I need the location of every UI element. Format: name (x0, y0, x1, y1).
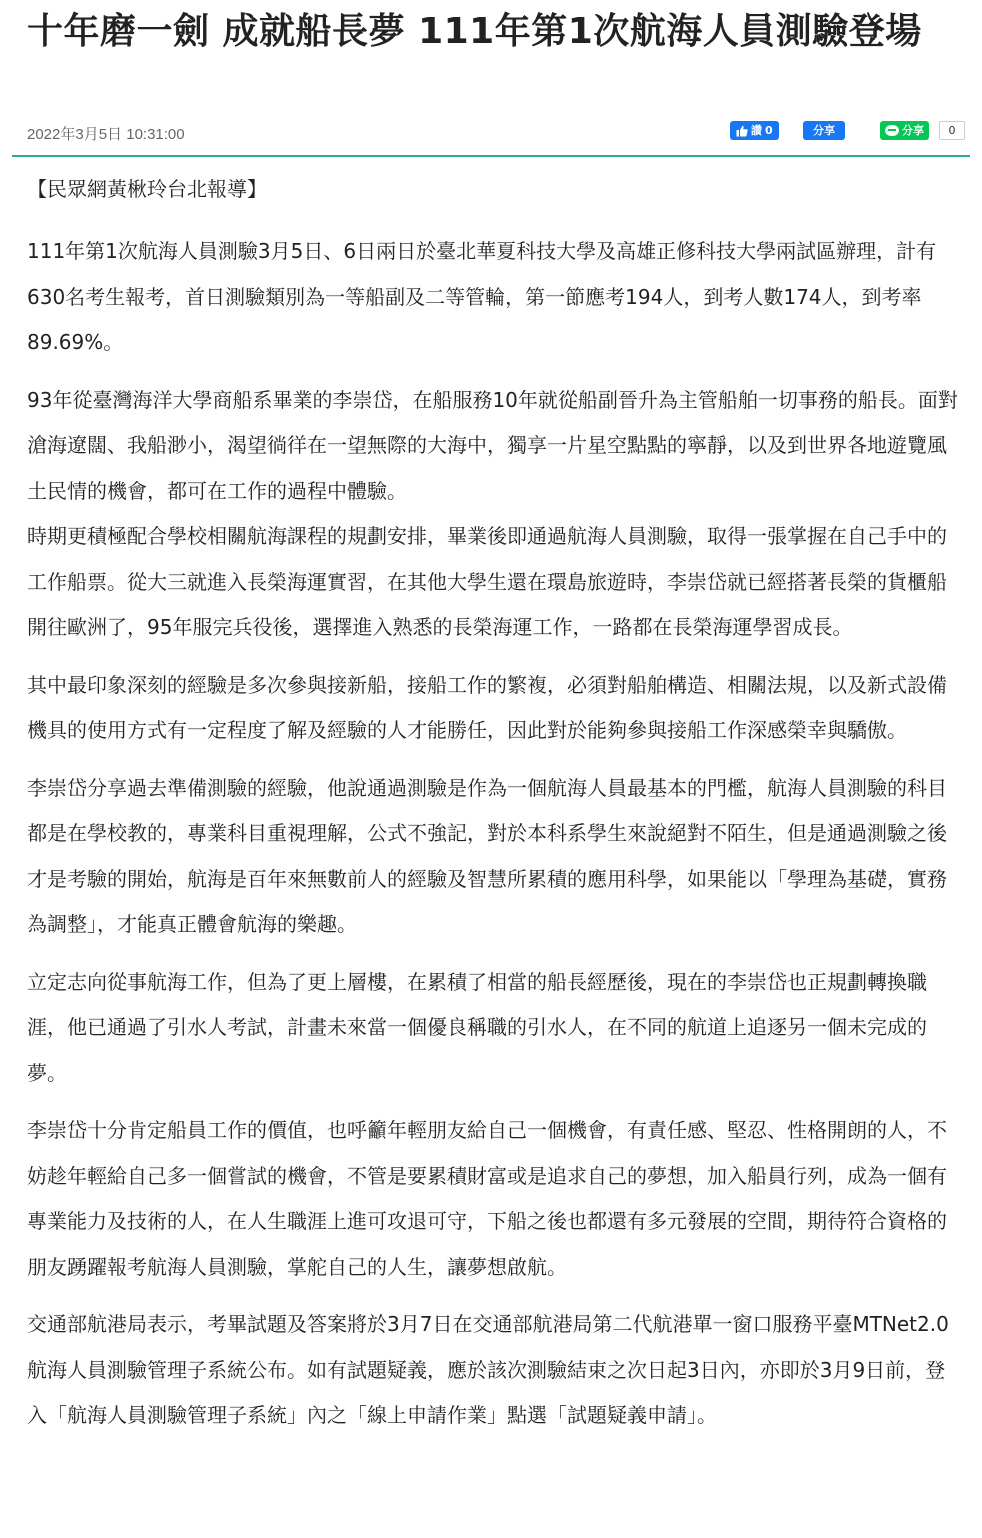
title-divider (12, 155, 970, 157)
thumbs-up-icon (736, 125, 748, 137)
article-paragraph: 立定志向從事航海工作，但為了更上層樓，在累積了相當的船長經歷後，現在的李崇岱也正規劃轉換職涯，他已通過了引水人考試，計畫未來當一個優良稱職的引水人，在不同的航道上追逐另一個未完成的夢。 (27, 969, 927, 1085)
article-meta (27, 120, 967, 146)
article-paragraph: 111年第1次航海人員測驗3月5日、6日兩日於臺北華夏科技大學及高雄正修科技大學兩試區辦理，計有630名考生報考，首日測驗類別為一等船副及二等管輪，第一節應考194人，到考人數174人，到考率89.69%。 (27, 239, 937, 354)
line-share-button[interactable] (880, 121, 929, 140)
article-paragraph: 其中最印象深刻的經驗是多次參與接新船，接船工作的繁複，必須對船舶構造、相關法規，以及新式設備機具的使用方式有一定程度了解及經驗的人才能勝任，因此對於能夠參與接船工作深感榮幸與驕傲。 (27, 672, 947, 742)
article-paragraph: 時期更積極配合學校相關航海課程的規劃安排，畢業後即通過航海人員測驗，取得一張掌握在自己手中的工作船票。從大三就進入長榮海運實習，在其他大學生還在環島旅遊時，李崇岱就已經搭著長榮的貨櫃船開往歐洲了，95年服完兵役後，選擇進入熟悉的長榮海運工作，一路都在長榮海運學習成長。 (27, 524, 947, 639)
publish-date: 2022年3月5日 10:31:00 (27, 126, 185, 143)
article-title: 十年磨一劍 成就船長夢 111年第1次航海人員測驗登場 (27, 11, 922, 52)
article-body (27, 174, 959, 1451)
article-paragraph: 93年從臺灣海洋大學商船系畢業的李崇岱，在船服務10年就從船副晉升為主管船舶一切事務的船長。面對滄海遼闊、我船渺小，渴望徜徉在一望無際的大海中，獨享一片星空點點的寧靜，以及到世界各地遊覽風土民情的機會，都可在工作的過程中體驗。 (27, 387, 958, 503)
like-count: 0 (765, 124, 773, 137)
line-chat-icon (885, 125, 899, 136)
like-label: 讚 (751, 124, 762, 137)
facebook-share-button[interactable]: 分享 (803, 121, 845, 140)
article-source: 【民眾網黃楸玲台北報導】 (27, 177, 267, 201)
article-paragraph: 李崇岱分享過去準備測驗的經驗，他說通過測驗是作為一個航海人員最基本的門檻，航海人員測驗的科目都是在學校教的，專業科目重視理解，公式不強記，對於本科系學生來說絕對不陌生，但是通過測驗之後才是考驗的開始，航海是百年來無數前人的經驗及智慧所累積的應用科學，如果能以「學理為基礎，實務為調整」，才能真正體會航海的樂趣。 (27, 775, 947, 936)
line-share-count: 0 (939, 121, 965, 140)
article-paragraph: 李崇岱十分肯定船員工作的價值，也呼籲年輕朋友給自己一個機會，有責任感、堅忍、性格開朗的人，不妨趁年輕給自己多一個嘗試的機會，不管是要累積財富或是追求自己的夢想，加入船員行列，成為一個有專業能力及技術的人，在人生職涯上進可攻退可守，下船之後也都還有多元發展的空間，期待符合資格的朋友踴躍報考航海人員測驗，掌舵自己的人生，讓夢想啟航。 (27, 1118, 947, 1279)
line-share-label: 分享 (902, 124, 924, 137)
facebook-like-button[interactable] (730, 121, 779, 140)
article-paragraph: 交通部航港局表示，考畢試題及答案將於3月7日在交通部航港局第二代航港單一窗口服務平臺MTNet2.0航海人員測驗管理子系統公布。如有試題疑義，應於該次測驗結束之次日起3日內，亦即於3月9日前，登入「航海人員測驗管理子系統」內之「線上申請作業」點選「試題疑義申請」。 (27, 1312, 949, 1427)
